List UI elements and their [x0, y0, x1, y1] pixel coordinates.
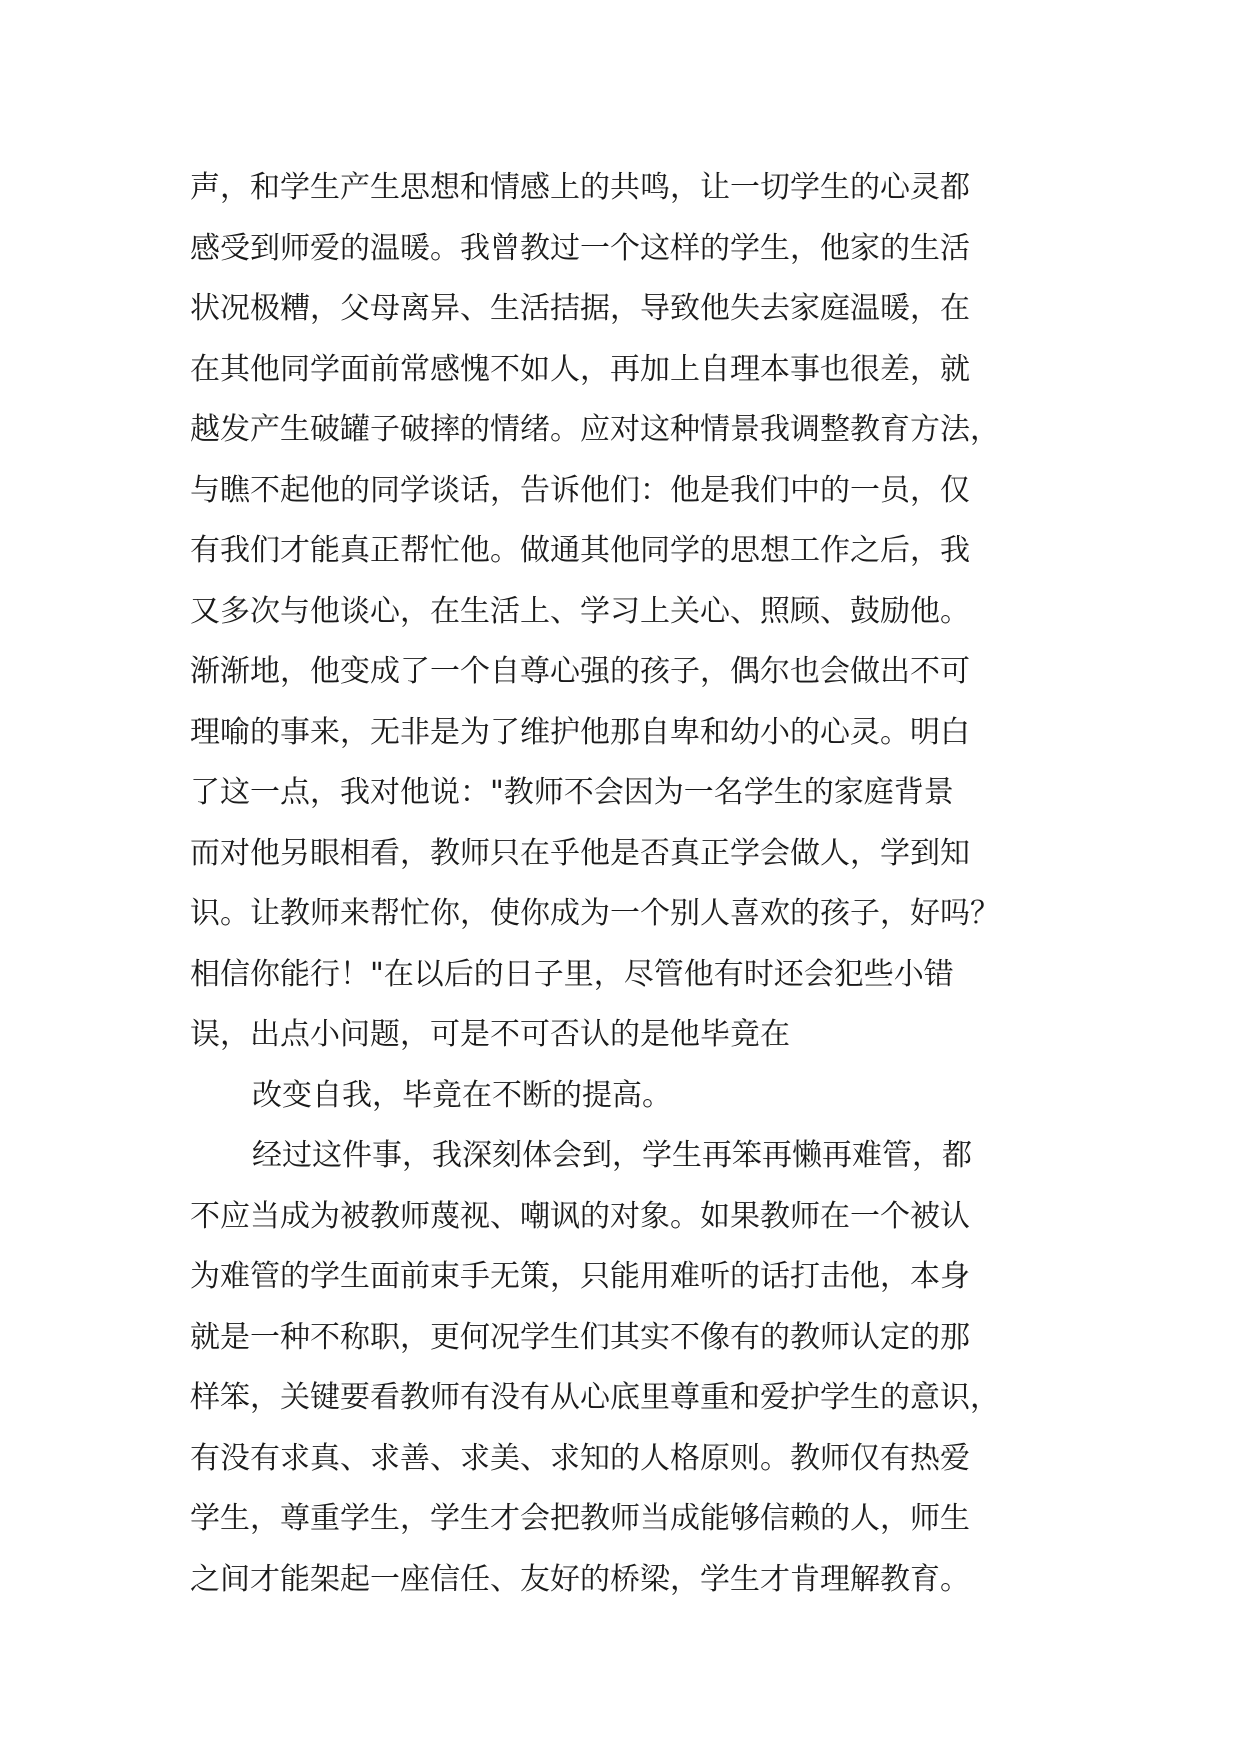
- text-line: 而对他另眼相看，教师只在乎他是否真正学会做人，学到知: [190, 835, 970, 871]
- text-line: 学生，尊重学生，学生才会把教师当成能够信赖的人，师生: [190, 1501, 970, 1536]
- text-line: 有我们才能真正帮忙他。做通其他同学的思想工作之后，我: [190, 533, 970, 568]
- text-line: 相信你能行！"在以后的日子里，尽管他有时还会犯些小错: [190, 956, 954, 992]
- text-line: 不应当成为被教师蔑视、嘲讽的对象。如果教师在一个被认: [190, 1198, 970, 1234]
- text-line: 越发产生破罐子破摔的情绪。应对这种情景我调整教育方法，: [190, 412, 1000, 447]
- text-line: 理喻的事来，无非是为了维护他那自卑和幼小的心灵。明白: [190, 714, 970, 750]
- text-line: 声，和学生产生思想和情感上的共鸣，让一切学生的心灵都: [190, 170, 970, 205]
- text-line: 为难管的学生面前束手无策，只能用难听的话打击他，本身: [190, 1259, 970, 1294]
- text-line: 有没有求真、求善、求美、求知的人格原则。教师仅有热爱: [190, 1440, 970, 1476]
- text-line: 改变自我，毕竟在不断的提高。: [252, 1077, 672, 1113]
- text-line: 了这一点，我对他说："教师不会因为一名学生的家庭背景: [190, 775, 954, 810]
- text-line: 误，出点小问题，可是不可否认的是他毕竟在: [190, 1017, 790, 1052]
- text-line: 就是一种不称职，更何况学生们其实不像有的教师认定的那: [190, 1319, 970, 1355]
- document-body: [190, 158, 1070, 1610]
- text-line: 与瞧不起他的同学谈话，告诉他们：他是我们中的一员，仅: [190, 472, 970, 508]
- text-line: 状况极糟，父母离异、生活拮据，导致他失去家庭温暖，在: [190, 291, 970, 326]
- text-line: 又多次与他谈心，在生活上、学习上关心、照顾、鼓励他。: [190, 593, 970, 629]
- text-line: 感受到师爱的温暖。我曾教过一个这样的学生，他家的生活: [190, 230, 970, 266]
- text-line: 识。让教师来帮忙你，使你成为一个别人喜欢的孩子，好吗？: [190, 896, 1000, 931]
- text-line: 经过这件事，我深刻体会到，学生再笨再懒再难管，都: [252, 1138, 972, 1173]
- text-line: 在其他同学面前常感愧不如人，再加上自理本事也很差，就: [190, 351, 970, 387]
- text-line: 之间才能架起一座信任、友好的桥梁，学生才肯理解教育。: [190, 1561, 970, 1597]
- text-line: 渐渐地，他变成了一个自尊心强的孩子，偶尔也会做出不可: [190, 654, 970, 689]
- text-line: 样笨，关键要看教师有没有从心底里尊重和爱护学生的意识，: [190, 1380, 1000, 1415]
